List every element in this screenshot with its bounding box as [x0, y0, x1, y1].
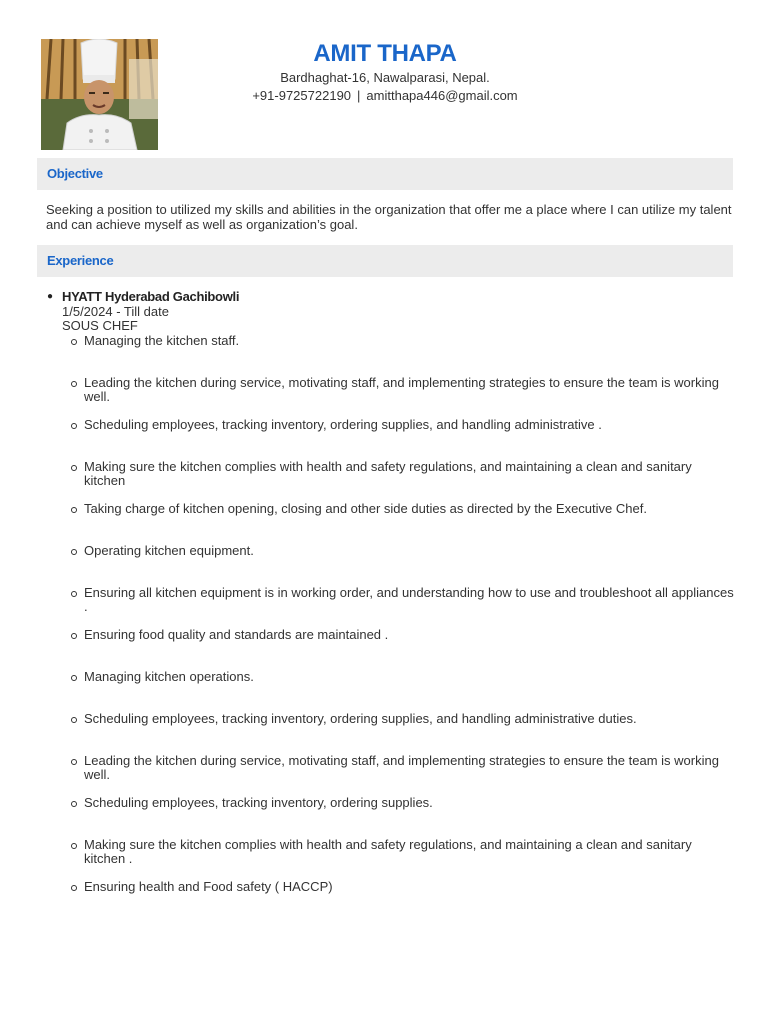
circle-bullet-icon	[71, 465, 77, 471]
duty-text: Leading the kitchen during service, motivating staff, and implementing strategies to ensure the team is working well.	[84, 374, 719, 404]
chef-portrait-image	[41, 39, 158, 150]
circle-bullet-icon	[71, 381, 77, 387]
phone-number: +91-9725722190	[252, 88, 352, 103]
circle-bullet-icon	[71, 885, 77, 891]
duty-list	[46, 334, 736, 922]
profile-photo	[41, 39, 158, 150]
job-dates: 1/5/2024 - Till date	[62, 303, 169, 319]
resume-header	[170, 40, 600, 105]
duty-text: Scheduling employees, tracking inventory, ordering supplies, and handling administrative .	[84, 416, 602, 432]
duty-text: Operating kitchen equipment.	[84, 542, 254, 558]
objective-section-header	[37, 158, 733, 190]
objective-text: Seeking a position to utilized my skills and abilities in the organization that offer me a place where I can utilize my talent and can achieve myself as well as organization’s goal.	[46, 202, 732, 232]
circle-bullet-icon	[71, 759, 77, 765]
address: Bardhaghat-16, Nawalparasi, Nepal.	[280, 70, 490, 85]
circle-bullet-icon	[71, 339, 77, 345]
duty-text: Making sure the kitchen complies with health and safety regulations, and maintaining a clean and sanitary kitchen .	[84, 836, 692, 866]
duty-item	[46, 880, 736, 922]
duty-text: Managing kitchen operations.	[84, 668, 254, 684]
experience-list	[46, 290, 736, 922]
duty-text: Leading the kitchen during service, motivating staff, and implementing strategies to ensure the team is working well.	[84, 752, 719, 782]
circle-bullet-icon	[71, 717, 77, 723]
circle-bullet-icon	[71, 549, 77, 555]
circle-bullet-icon	[71, 843, 77, 849]
duty-item	[46, 502, 736, 544]
job-position: SOUS CHEF	[62, 318, 138, 333]
duty-item	[46, 586, 736, 628]
circle-bullet-icon	[71, 633, 77, 639]
circle-bullet-icon	[71, 423, 77, 429]
duty-text: Ensuring health and Food safety ( HACCP)	[84, 878, 333, 894]
duty-text: Ensuring food quality and standards are maintained .	[84, 626, 389, 642]
objective-title: Objective	[47, 166, 103, 181]
duty-text: Managing the kitchen staff.	[84, 332, 240, 348]
duty-item	[46, 544, 736, 586]
experience-title: Experience	[47, 253, 114, 268]
duty-item	[46, 754, 736, 796]
candidate-name: AMIT THAPA	[313, 40, 457, 67]
duty-item	[46, 334, 736, 376]
duty-item	[46, 628, 736, 670]
circle-bullet-icon	[71, 591, 77, 597]
bullet-icon: ●	[47, 291, 54, 302]
duty-item	[46, 460, 736, 502]
duty-item	[46, 712, 736, 754]
duty-text: Taking charge of kitchen opening, closing and other side duties as directed by the Executive Chef.	[84, 500, 647, 516]
duty-item	[46, 418, 736, 460]
contact-separator: |	[357, 88, 361, 103]
duty-text: Scheduling employees, tracking inventory, ordering supplies, and handling administrative duties.	[84, 710, 637, 726]
duty-text: Scheduling employees, tracking inventory, ordering supplies.	[84, 794, 433, 810]
email-address: amitthapa446@gmail.com	[366, 88, 518, 103]
contact-line	[170, 87, 600, 105]
experience-section-header	[37, 245, 733, 277]
duty-text: Ensuring all kitchen equipment is in working order, and understanding how to use and troubleshoot all appliances .	[84, 584, 734, 614]
duty-item	[46, 796, 736, 838]
circle-bullet-icon	[71, 507, 77, 513]
circle-bullet-icon	[71, 801, 77, 807]
employer-name: HYATT Hyderabad Gachibowli	[62, 289, 240, 304]
duty-item	[46, 838, 736, 880]
duty-item	[46, 376, 736, 418]
duty-item	[46, 670, 736, 712]
job-entry	[46, 290, 736, 334]
duty-text: Making sure the kitchen complies with health and safety regulations, and maintaining a clean and sanitary kitchen	[84, 458, 692, 488]
circle-bullet-icon	[71, 675, 77, 681]
